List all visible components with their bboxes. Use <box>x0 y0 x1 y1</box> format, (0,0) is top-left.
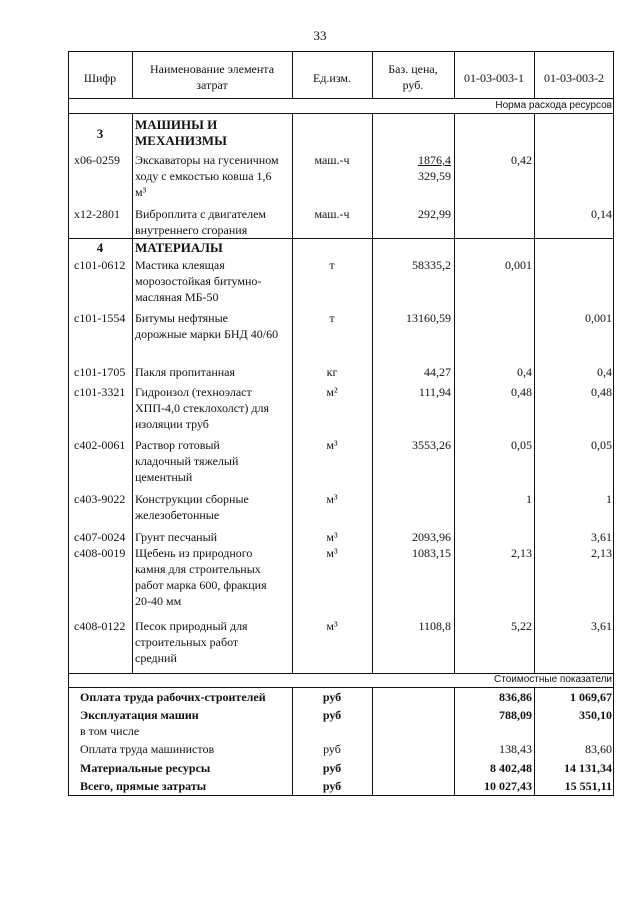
machine-code: х06-0259 <box>74 153 120 167</box>
material-price: 2093,96 <box>412 530 451 544</box>
machines-title-line2: МЕХАНИЗМЫ <box>135 133 227 148</box>
table-line-col-unit <box>372 51 373 99</box>
machine-unit: маш.-ч <box>314 153 350 167</box>
material-price: 1083,15 <box>412 546 451 560</box>
material-value-col2: 0,05 <box>591 438 612 452</box>
material-name-line: Пакля пропитанная <box>135 365 236 379</box>
machine-price: 292,99 <box>418 207 451 221</box>
material-name-line: Грунт песчаный <box>135 530 218 544</box>
material-name-line: дорожные марки БНД 40/60 <box>135 327 279 341</box>
cost-row-label: в том числе <box>80 724 140 738</box>
material-value-col2: 3,61 <box>591 619 612 633</box>
material-price: 13160,59 <box>406 311 451 325</box>
header-col2: 01-03-003-2 <box>544 71 604 85</box>
cost-row-label: Эксплуатация машин <box>80 708 199 722</box>
table-line-col-price <box>454 51 455 99</box>
material-name-line: Мастика клеящая <box>135 258 225 272</box>
cost-row-unit: руб <box>322 779 342 793</box>
cost-row-value-col2: 350,10 <box>579 708 612 722</box>
material-name-line: кладочный тяжелый <box>135 454 239 468</box>
material-value-col2: 3,61 <box>591 530 612 544</box>
table-line-col-price <box>454 687 455 796</box>
material-name-line: строительных работ <box>135 635 239 649</box>
material-unit: м³ <box>326 546 338 560</box>
table-line-col-name <box>292 113 293 674</box>
cost-row-unit: руб <box>322 708 342 722</box>
table-line-col-1 <box>534 687 535 796</box>
table-line-top <box>68 51 614 52</box>
material-name-line: морозостойкая битумно- <box>135 274 262 288</box>
material-value-col2: 0,001 <box>585 311 612 325</box>
machine-price: 1876,4 <box>418 153 451 167</box>
material-name-line: Раствор готовый <box>135 438 220 452</box>
material-name-line: изоляции труб <box>135 417 209 431</box>
machine-name-line: м³ <box>135 185 147 199</box>
material-value-col1: 2,13 <box>511 546 532 560</box>
material-unit: м³ <box>326 619 338 633</box>
material-name-line: 20-40 мм <box>135 594 182 608</box>
material-value-col1: 0,001 <box>505 258 532 272</box>
machine-name-line: ходу с емкостью ковша 1,6 <box>135 169 272 183</box>
table-line-col-price <box>454 113 455 674</box>
cost-row-label: Оплата труда рабочих-строителей <box>80 690 266 704</box>
header-price-line2: руб. <box>402 78 424 92</box>
table-line-col-code <box>132 113 133 674</box>
material-name-line: ХПП-4,0 стеклохолст) для <box>135 401 269 415</box>
table-line-materials-bottom <box>68 673 614 674</box>
material-value-col1: 1 <box>526 492 532 506</box>
table-line-col-name <box>292 51 293 99</box>
material-value-col1: 0,48 <box>511 385 532 399</box>
page-number: 33 <box>313 28 327 43</box>
table-line-right <box>613 51 614 796</box>
material-price: 3553,26 <box>412 438 451 452</box>
material-name-line: Щебень из природного <box>135 546 253 560</box>
material-code: с408-0122 <box>74 619 126 633</box>
material-name-line: камня для строительных <box>135 562 261 576</box>
machines-title-line1: МАШИНЫ И <box>135 117 218 132</box>
cost-row-value-col1: 8 402,48 <box>490 761 532 775</box>
material-price: 111,94 <box>418 385 451 399</box>
cost-row-value-col1: 10 027,43 <box>484 779 532 793</box>
material-code: с407-0024 <box>74 530 126 544</box>
table-line-col-1 <box>534 51 535 99</box>
machines-number: 3 <box>96 126 104 141</box>
material-value-col2: 2,13 <box>591 546 612 560</box>
header-name-line1: Наименование элемента <box>149 62 275 76</box>
material-price: 1108,8 <box>418 619 451 633</box>
material-value-col2: 1 <box>606 492 612 506</box>
header-price-line1: Баз. цена, <box>388 62 438 76</box>
cost-label: Стоимостные показатели <box>494 674 612 685</box>
material-code: с402-0061 <box>74 438 126 452</box>
material-price: 44,27 <box>424 365 451 379</box>
table-line-left <box>68 51 69 796</box>
material-value-col2: 0,4 <box>597 365 612 379</box>
cost-row-unit: руб <box>322 690 342 704</box>
material-value-col1: 0,05 <box>511 438 532 452</box>
material-unit: т <box>329 311 335 325</box>
norm-label: Норма расхода ресурсов <box>495 100 612 111</box>
cost-row-value-col1: 138,43 <box>499 742 532 756</box>
header-unit: Ед.изм. <box>312 71 352 85</box>
cost-row-label: Материальные ресурсы <box>80 761 211 775</box>
machine-value-col1: 0,42 <box>511 153 532 167</box>
material-value-col1: 0,4 <box>517 365 532 379</box>
machine-code: х12-2801 <box>74 207 120 221</box>
material-unit: м³ <box>326 530 338 544</box>
machine-value-col2: 0,14 <box>591 207 612 221</box>
table-line-bottom <box>68 795 614 796</box>
table-line-col-name <box>292 687 293 796</box>
cost-row-label: Оплата труда машинистов <box>80 742 215 756</box>
header-col1: 01-03-003-1 <box>464 71 524 85</box>
material-unit: м² <box>326 385 338 399</box>
material-code: с101-1554 <box>74 311 126 325</box>
table-line-cost-label-bottom <box>68 687 614 688</box>
table-line-section-divider <box>68 238 614 239</box>
cost-row-unit: руб <box>323 742 341 756</box>
machine-name-line: Виброплита с двигателем <box>135 207 267 221</box>
material-value-col2: 0,48 <box>591 385 612 399</box>
material-name-line: работ марка 600, фракция <box>135 578 267 592</box>
material-unit: т <box>329 258 335 272</box>
material-code: с101-3321 <box>74 385 126 399</box>
machine-name-line: Экскаваторы на гусеничном <box>135 153 279 167</box>
cost-row-value-col2: 15 551,11 <box>564 779 612 793</box>
cost-row-value-col1: 788,09 <box>499 708 532 722</box>
material-value-col1: 5,22 <box>511 619 532 633</box>
material-name-line: Битумы нефтяные <box>135 311 228 325</box>
cost-row-value-col2: 1 069,67 <box>570 690 612 704</box>
machine-price-secondary: 329,59 <box>418 169 451 183</box>
material-code: с101-1705 <box>74 365 126 379</box>
material-name-line: цементный <box>135 470 193 484</box>
material-name-line: железобетонные <box>135 508 220 522</box>
material-name-line: Гидроизол (техноэласт <box>135 385 252 399</box>
material-unit: м³ <box>326 492 338 506</box>
material-price: 58335,2 <box>412 258 451 272</box>
table-line-col-unit <box>372 687 373 796</box>
machine-name-line: внутреннего сгорания <box>135 223 248 237</box>
material-unit: м³ <box>326 438 338 452</box>
material-code: с101-0612 <box>74 258 126 272</box>
table-line-header-bottom <box>68 98 614 99</box>
material-name-line: средний <box>135 651 177 665</box>
machine-unit: маш.-ч <box>314 207 350 221</box>
header-name-line2: затрат <box>196 78 228 92</box>
table-line-col-1 <box>534 113 535 674</box>
header-code: Шифр <box>83 71 117 85</box>
table-line-col-unit <box>372 113 373 674</box>
cost-row-label: Всего, прямые затраты <box>80 779 207 793</box>
material-unit: кг <box>326 365 338 379</box>
table-line-norm-bottom <box>68 113 614 114</box>
materials-title: МАТЕРИАЛЫ <box>135 240 223 255</box>
material-name-line: масляная МБ-50 <box>135 290 219 304</box>
cost-row-value-col2: 83,60 <box>585 742 612 756</box>
material-name-line: Конструкции сборные <box>135 492 249 506</box>
material-code: с403-9022 <box>74 492 126 506</box>
cost-row-unit: руб <box>322 761 342 775</box>
cost-row-value-col2: 14 131,34 <box>564 761 612 775</box>
materials-number: 4 <box>96 240 104 255</box>
material-name-line: Песок природный для <box>135 619 248 633</box>
material-code: с408-0019 <box>74 546 126 560</box>
cost-row-value-col1: 836,86 <box>499 690 532 704</box>
table-line-col-code <box>132 51 133 99</box>
